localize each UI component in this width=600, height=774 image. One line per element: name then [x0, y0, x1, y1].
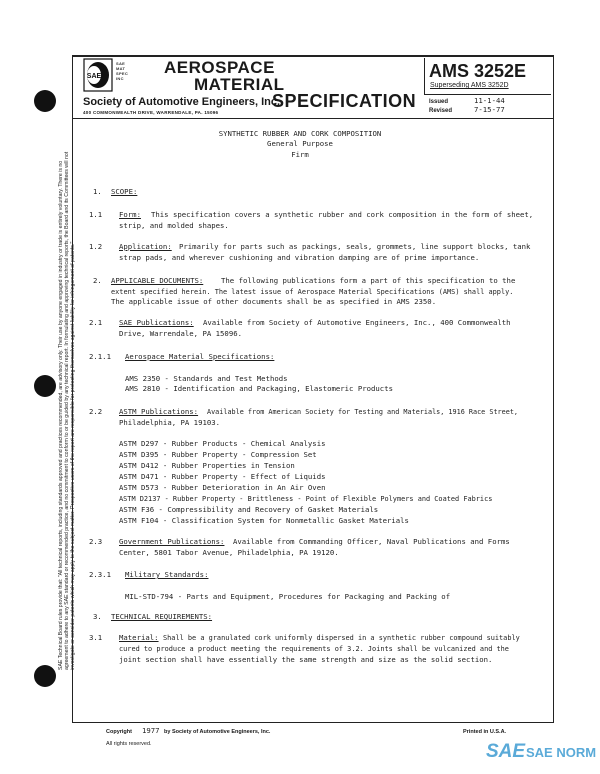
section-3-number: 3. — [93, 612, 102, 621]
section-2-3-line2: Center, 5801 Tabor Avenue, Philadelphia, PA 19120. — [119, 548, 339, 557]
ams-number: AMS 3252E — [429, 61, 527, 81]
copyright-label: Copyright — [106, 729, 132, 735]
astm-row-3: ASTM D412 - Rubber Properties in Tension — [119, 461, 295, 470]
section-1-2-line2: strap pads, and wherever cushioning and vibration damping are of prime importance. — [119, 253, 480, 262]
superseding: Superseding AMS 3252D — [430, 82, 509, 89]
section-3-1-line1: Shall be a granulated cork uniformly dispersed in a synthetic rubber compound suitably — [163, 634, 520, 642]
section-2-2-heading: ASTM Publications: — [119, 407, 199, 416]
astm-row-5: ASTM D573 - Rubber Deterioration in An Air Oven — [119, 483, 326, 492]
section-2-1-1-number: 2.1.1 — [89, 352, 111, 361]
section-1-1-heading: Form: — [119, 210, 141, 219]
doc-title-line3: Firm — [291, 150, 309, 159]
section-3-1-heading: Material: — [119, 633, 159, 642]
section-2-1-1-item2: AMS 2810 - Identification and Packaging, Elastomeric Products — [125, 384, 393, 393]
copyright-year: 1977 — [142, 726, 160, 735]
section-2-1-line1: Available from Society of Automotive Engineers, Inc., 400 Commonwealth — [203, 318, 511, 327]
section-1-1-number: 1.1 — [89, 210, 103, 219]
section-2-3-1-number: 2.3.1 — [89, 570, 111, 579]
society-address: 400 COMMONWEALTH DRIVE, WARRENDALE, PA. 15096 — [83, 110, 219, 115]
section-3-1-line3: joint section shall have essentially the same strength and size as the solid section. — [119, 655, 493, 664]
section-1-1-line1: This specification covers a synthetic rubber and cork composition in the form of sheet, — [151, 210, 534, 219]
section-2-2-line1: Available from American Society for Testing and Materials, 1916 Race Street, — [207, 408, 518, 416]
logo-caption: SAE MAT SPEC INC — [116, 61, 129, 81]
section-2-line2: extent specified herein. The latest issue of Aerospace Material Specifications (AMS) shall apply. — [111, 288, 514, 296]
section-2-2-line2: Philadelphia, PA 19103. — [119, 418, 221, 427]
astm-row-7: ASTM F36 - Compressibility and Recovery of Gasket Materials — [119, 505, 379, 514]
section-2-line1: The following publications form a part of this specification to the — [221, 276, 516, 285]
section-2-1-heading: SAE Publications: — [119, 318, 194, 327]
title-specification: SPECIFICATION — [272, 91, 417, 111]
section-1-2-heading: Application: — [119, 242, 172, 251]
doc-title-line1: SYNTHETIC RUBBER AND CORK COMPOSITION — [218, 129, 382, 138]
section-2-1-1-item1: AMS 2350 - Standards and Test Methods — [125, 374, 288, 383]
section-1-number: 1. — [93, 187, 102, 196]
revised-date: 7-15-77 — [474, 105, 505, 114]
doc-title-line2: General Purpose — [267, 139, 333, 148]
svg-text:SAE: SAE — [86, 73, 102, 80]
title-material: MATERIAL — [194, 75, 285, 94]
sae-norm-watermark: SAE NORM — [526, 745, 597, 760]
section-2-2-number: 2.2 — [89, 407, 103, 416]
society-name: Society of Automotive Engineers, Inc. — [83, 96, 281, 108]
section-2-1-1-heading: Aerospace Material Specifications: — [125, 352, 275, 361]
astm-row-2: ASTM D395 - Rubber Property - Compression Set — [119, 450, 317, 459]
section-1-heading: SCOPE: — [111, 187, 138, 196]
section-1-2-number: 1.2 — [89, 242, 103, 251]
astm-row-4: ASTM D471 - Rubber Property - Effect of Liquids — [119, 472, 326, 481]
section-2-1-number: 2.1 — [89, 318, 103, 327]
section-2-1-line2: Drive, Warrendale, PA 15096. — [119, 329, 243, 338]
astm-row-6: ASTM D2137 - Rubber Property - Brittleness - Point of Flexible Polymers and Coated Fabrics — [119, 495, 493, 503]
punch-hole-top — [34, 90, 56, 112]
sae-logo-icon — [83, 58, 113, 92]
section-2-line3: The applicable issue of other documents shall be as specified in AMS 2350. — [111, 297, 437, 306]
title-aerospace: AEROSPACE — [164, 58, 275, 77]
punch-hole-middle — [34, 375, 56, 397]
punch-hole-bottom — [34, 665, 56, 687]
section-1-2-line1: Primarily for parts such as packings, seals, grommets, line support blocks, tank — [179, 242, 531, 251]
sae-norm-watermark-mark: SAE — [486, 741, 526, 762]
section-2-heading: APPLICABLE DOCUMENTS: — [111, 276, 204, 285]
section-3-heading: TECHNICAL REQUIREMENTS: — [111, 612, 213, 621]
issued-label: Issued — [429, 99, 449, 105]
rights-reserved: All rights reserved. — [106, 741, 152, 747]
section-2-3-number: 2.3 — [89, 537, 103, 546]
section-2-3-1-item1: MIL-STD-794 - Parts and Equipment, Procedures for Packaging and Packing of — [125, 592, 451, 601]
ams-number-box — [424, 58, 551, 95]
revised-label: Revised — [429, 108, 453, 114]
issued-date: 11-1-44 — [474, 96, 505, 105]
section-3-1-line2: cured to produce a product meeting the requirements of 3.2. Joints shall be vulcanized and the — [119, 645, 509, 653]
section-3-1-number: 3.1 — [89, 633, 103, 642]
section-2-3-heading: Government Publications: — [119, 537, 225, 546]
sae-technical-board-note: SAE Technical Board rules provide that: "All technical reports, including standards approved and practices recommended, are advisory only. Their use by anyone engaged in industry or trade is entirely voluntary. There is no agreement to adhere to any SAE standard or recommended practice, and no commitment to conform to or be guided by any technical report. In formulating and approving technical reports, the Board and its Committees will not investigate or consider patents which may apply to the subject matter. Prospective users of the report are responsible for protecting themselves against liability for infringement of patents." — [58, 151, 76, 670]
section-2-3-line1: Available from Commanding Officer, Naval Publications and Forms — [233, 537, 510, 546]
section-1-1-line2: strip, and molded shapes. — [119, 221, 229, 230]
copyright-holder: by Society of Automotive Engineers, Inc. — [164, 729, 271, 735]
section-2-3-1-heading: Military Standards: — [125, 570, 209, 579]
section-2-number: 2. — [93, 276, 102, 285]
astm-row-8: ASTM F104 - Classification System for Nonmetallic Gasket Materials — [119, 516, 409, 525]
astm-row-1: ASTM D297 - Rubber Products - Chemical Analysis — [119, 439, 326, 448]
printed-in: Printed in U.S.A. — [463, 729, 507, 735]
header-rule — [72, 118, 554, 119]
